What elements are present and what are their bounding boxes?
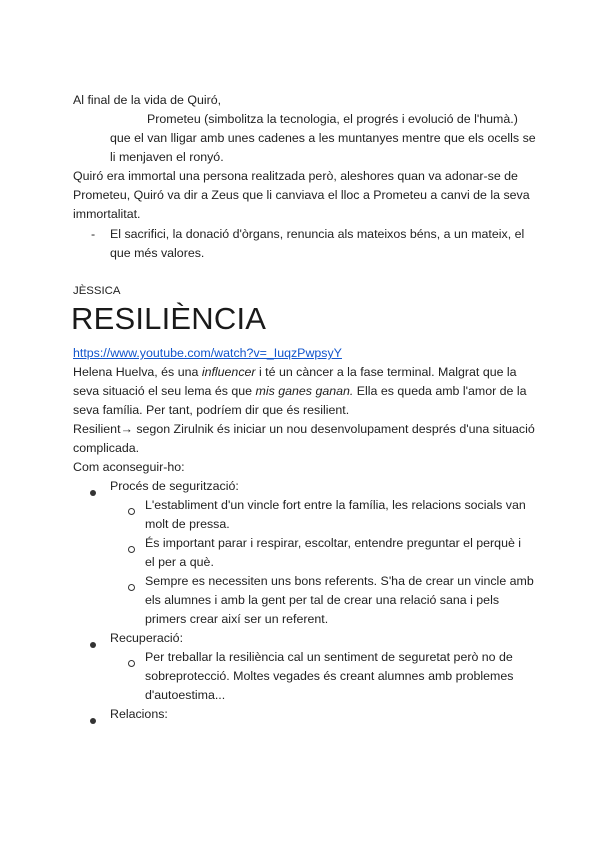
section-line-5: complicada. xyxy=(73,441,140,455)
bullet-circle-2 xyxy=(128,540,135,559)
bullet-disc-2 xyxy=(90,635,96,654)
section-title: RESILIÈNCIA xyxy=(71,301,267,336)
list-item-1-sub-2-line-2: el per a què. xyxy=(145,555,214,569)
list-item-1-sub-2-line-1: És important parar i respirar, escoltar, entendre preguntar el perquè i xyxy=(145,536,522,550)
list-item-1-sub-3-line-2: els alumnes i amb la gent per tal de crear una relació sana i pels xyxy=(145,593,500,607)
section-line-4: Resilient→ segon Zirulnik és iniciar un nou desenvolupament després d'una situació xyxy=(73,422,535,436)
list-item-2-sub-1-line-1: Per treballar la resiliència cal un sentiment de seguretat però no de xyxy=(145,650,513,664)
list-item-1-sub-3-line-1: Sempre es necessiten uns bons referents. S'ha de crear un vincle amb xyxy=(145,574,534,588)
section-line-1-em: influencer xyxy=(201,365,256,379)
intro-line-4: li menjaven el ronyó. xyxy=(110,150,224,164)
section-author: JÈSSICA xyxy=(73,285,121,297)
section-line-1-b: i té un càncer a la fase terminal. Malgrat que la xyxy=(255,365,517,379)
intro-line-2: Prometeu (simbolitza la tecnologia, el progrés i evolució de l'humà.) xyxy=(147,112,518,126)
list-item-1-sub-1-line-1: L'establiment d'un vincle fort entre la família, les relacions socials van xyxy=(145,498,526,512)
intro-paragraph-line-1: Quiró era immortal una persona realitzada però, aleshores quan va adonar-se de xyxy=(73,169,518,183)
list-item-2-sub-1-line-2: sobreprotecció. Moltes vegades és creant alumnes amb problemes xyxy=(145,669,514,683)
section-line-1 xyxy=(73,363,517,382)
list-item-1-sub-1-line-2: molt de pressa. xyxy=(145,517,230,531)
intro-line-1: Al final de la vida de Quiró, xyxy=(73,93,222,107)
section-line-6: Com aconseguir-ho: xyxy=(73,460,185,474)
section-line-2-a: seva situació el seu lema és que xyxy=(73,384,256,398)
section-line-2 xyxy=(73,382,527,401)
bullet-circle-4 xyxy=(128,654,135,673)
section-line-3: seva família. Per tant, podríem dir que és resilient. xyxy=(73,403,350,417)
list-item-1-sub-3-line-3: primers crear així ser un referent. xyxy=(145,612,329,626)
list-item-1: Procés de segurització: xyxy=(110,479,239,493)
section-line-1-a: Helena Huelva, és una xyxy=(73,365,202,379)
dash-item-line-1: El sacrifici, la donació d'òrgans, renuncia als mateixos béns, a un mateix, el xyxy=(110,227,525,241)
intro-paragraph-line-2: Prometeu, Quiró va dir a Zeus que li canviava el lloc a Prometeu a canvi de la seva xyxy=(73,188,530,202)
bullet-circle-3 xyxy=(128,578,135,597)
list-item-3: Relacions: xyxy=(110,707,168,721)
list-item-2-sub-1-line-3: d'autoestima... xyxy=(145,688,226,702)
intro-line-3: que el van lligar amb unes cadenes a les muntanyes mentre que els ocells se xyxy=(110,131,536,145)
section-line-2-b: Ella es queda amb l'amor de la xyxy=(353,384,527,398)
bullet-disc-1 xyxy=(90,483,96,502)
dash-marker: - xyxy=(91,227,96,241)
bullet-disc-3 xyxy=(90,711,96,730)
dash-item-line-2: que més valores. xyxy=(110,246,205,260)
list-item-2: Recuperació: xyxy=(110,631,184,645)
bullet-circle-1 xyxy=(128,502,135,521)
section-line-2-em: mis ganes ganan. xyxy=(255,384,354,398)
intro-paragraph-line-3: immortalitat. xyxy=(73,207,141,221)
youtube-link[interactable]: https://www.youtube.com/watch?v=_IuqzPwpsyY xyxy=(73,346,342,360)
